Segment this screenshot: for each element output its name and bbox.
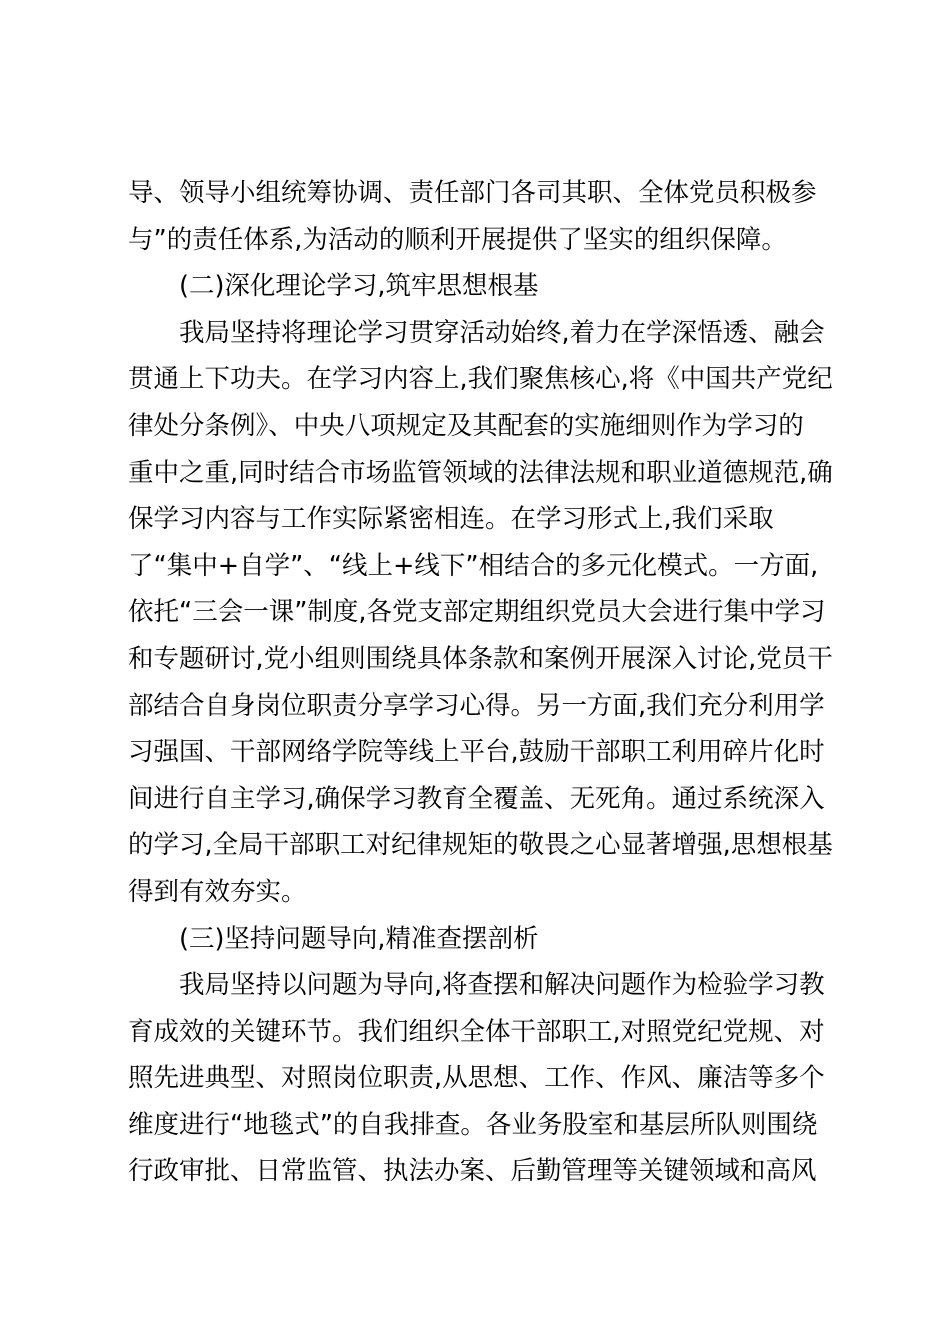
document-body: [128, 170, 838, 1195]
text-line: 部结合自身岗位职责分享学习心得。另一方面,我们充分利用学: [128, 690, 825, 721]
paragraph-first-line: 我局坚持以问题为导向,将查摆和解决问题作为检验学习教: [179, 970, 825, 1001]
text-line: 照先进典型、对照岗位职责,从思想、工作、作风、廉洁等多个: [128, 1063, 825, 1094]
text-line: 的学习,全局干部职工对纪律规矩的敬畏之心显著增强,思想根基: [128, 830, 833, 861]
text-line: 和专题研讨,党小组则围绕具体条款和案例开展深入讨论,党员干: [128, 643, 833, 674]
text-line: 与”的责任体系,为活动的顺利开展提供了坚实的组织保障。: [128, 224, 787, 255]
text-line: 重中之重,同时结合市场监管领域的法律法规和职业道德规范,确: [128, 457, 833, 488]
text-line: 贯通上下功夫。在学习内容上,我们聚焦核心,将《中国共产党纪: [128, 364, 833, 395]
text-line: 育成效的关键环节。我们组织全体干部职工,对照党纪党规、对: [128, 1016, 825, 1047]
text-line: 间进行自主学习,确保学习教育全覆盖、无死角。通过系统深入: [128, 783, 825, 814]
text-line: 律处分条例》、中央八项规定及其配套的实施细则作为学习的: [128, 410, 804, 441]
text-line: 行政审批、日常监管、执法办案、后勤管理等关键领域和高风: [128, 1156, 817, 1187]
text-line: 保学习内容与工作实际紧密相连。在学习形式上,我们采取: [128, 504, 774, 535]
section-heading: (二)深化理论学习,筑牢思想根基: [179, 271, 539, 302]
paragraph-first-line: 我局坚持将理论学习贯穿活动始终,着力在学深悟透、融会: [179, 317, 825, 348]
text-line: 导、领导小组统筹协调、责任部门各司其职、全体党员积极参: [128, 178, 817, 208]
section-heading: (三)坚持问题导向,精准查摆剖析: [179, 923, 539, 954]
text-line: 了“集中+自学”、“线上+线下”相结合的多元化模式。一方面,: [128, 550, 819, 581]
text-line: 依托“三会一课”制度,各党支部定期组织党员大会进行集中学习: [128, 597, 826, 628]
text-line: 得到有效夯实。: [128, 876, 307, 907]
text-line: 习强国、干部网络学院等线上平台,鼓励干部职工利用碎片化时: [128, 737, 825, 768]
text-line: 维度进行“地毯式”的自我排查。各业务股室和基层所队则围绕: [128, 1109, 818, 1140]
